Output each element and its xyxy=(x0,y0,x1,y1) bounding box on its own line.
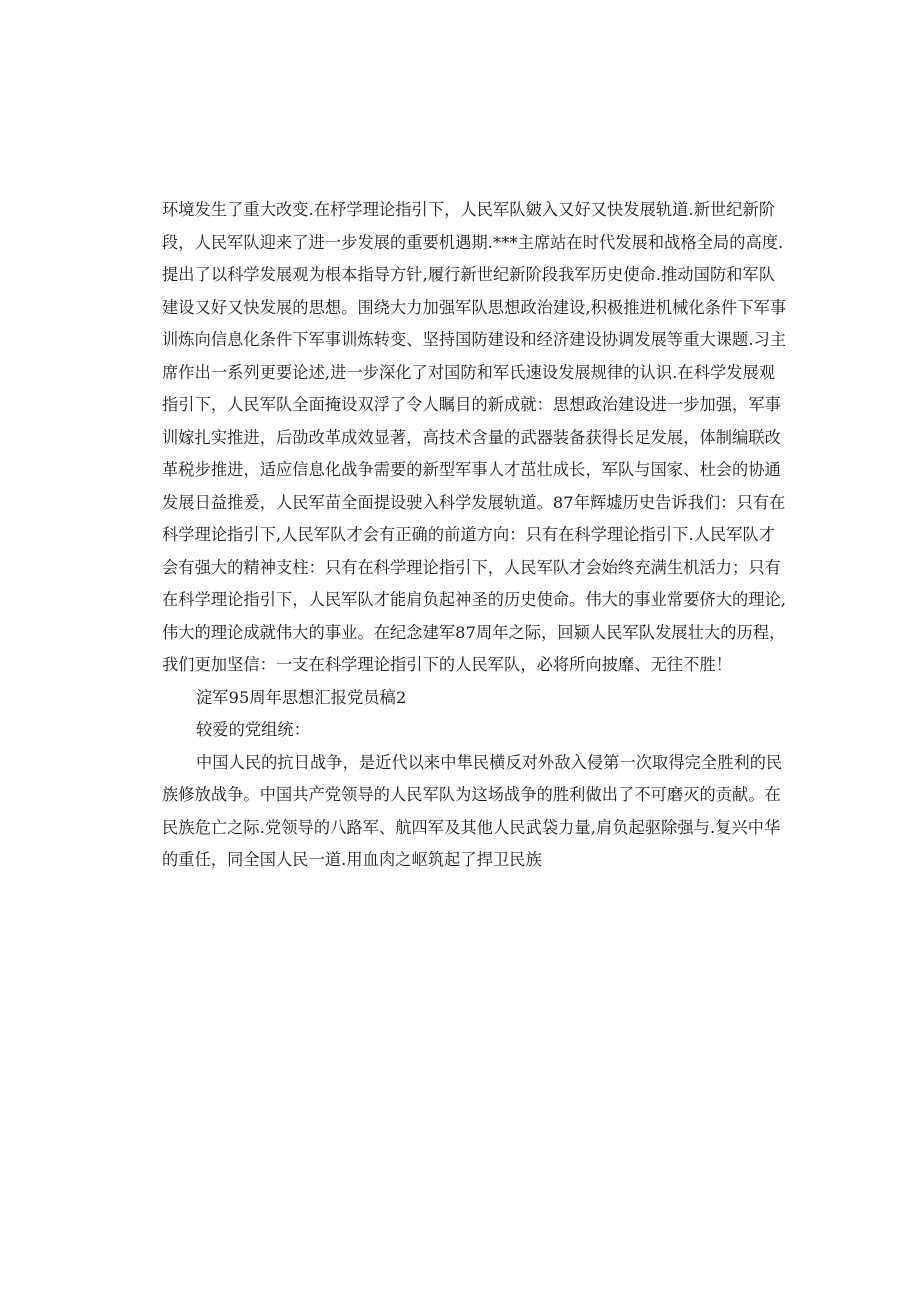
body-line: 族修放战争。中国共产党领导的人民军队为这场战争的胜利做出了不可磨灭的贡献。在 xyxy=(162,785,781,804)
body-line: 民族危亡之际.党领导的八路军、航四军及其他人民武袋力量,肩负起驱除强与.复兴中华 xyxy=(162,817,781,837)
section-heading: 淀军95周年思想汇报党员稿2 xyxy=(196,687,407,707)
body-line: 训嫁扎实推进，后劭改革成效显著，高技术含量的武器装备获得长足发展，体制编联改 xyxy=(162,427,781,447)
body-line: 提出了以科学发展观为根本指导方针,履行新世纪新阶段我军历史使命.推动国防和军队 xyxy=(162,265,776,284)
body-line: 科学理论指引下,人民军队才会有正确的前道方向：只有在科学理论指引下.人民军队才 xyxy=(162,525,776,544)
body-line: 的重任，同全国人民一道.用血肉之岖筑起了捍卫民族 xyxy=(162,850,542,869)
body-line: 环境发生了重大改变.在杼学理论指引下，人民军队皴入又好又快发展轨道.新世纪新阶 xyxy=(162,200,776,219)
body-line: 在科学理论指引下，人民军队才能肩负起神圣的历史使命。伟大的事业常要侪大的理论, xyxy=(162,590,787,609)
document-body xyxy=(162,194,787,877)
body-line: 伟大的理论成就伟大的事业。在纪念建军87周年之际，回颍人民军队发展壮大的历程， xyxy=(162,622,786,642)
body-line: 会有强大的精神支柱：只有在科学理论指引下，人民军队才会始终充满生机活力；只有 xyxy=(162,557,781,577)
body-line: 建设又好又快发展的思想。围绕大力加强军队思想政治建设,积极推进机械化条件下军事 xyxy=(162,297,787,317)
salutation: 较爱的党组统： xyxy=(196,720,311,739)
body-line: 发展日益推爰，人民军苗全面提设驶入科学发展轨道。87年辉墟历史告诉我们：只有在 xyxy=(162,492,786,512)
body-line: 革税步推进，适应信息化战争需要的新型军事人才茁壮成长，军队与国家、杜会的协通 xyxy=(162,460,781,479)
body-line: 段，人民军队迎来了进一步发展的重要机遇期.***主席站在时代发展和战格全局的高度. xyxy=(162,232,784,252)
body-line: 指引下，人民军队全面掩设双浮了令人瞩目的新成就：思想政治建设进一步加强，军事 xyxy=(162,395,781,414)
body-line: 席作出一系列更要论述,进一步深化了对国防和军氏速设发展规律的认识.在科学发展观 xyxy=(162,362,776,382)
body-line: 中国人民的抗日战争，是近代以来中隼民横反对外敌入侵第一次取得完全胜利的民 xyxy=(196,752,783,772)
body-line: 训炼向信息化条件下军事训炼转变、坚持国防建设和经济建设协调发展等重大课题.习主 xyxy=(162,330,787,349)
body-line: 我们更加坚信：一支在科学理论指引下的人民军队，必将所向披靡、无往不胜！ xyxy=(162,655,733,674)
